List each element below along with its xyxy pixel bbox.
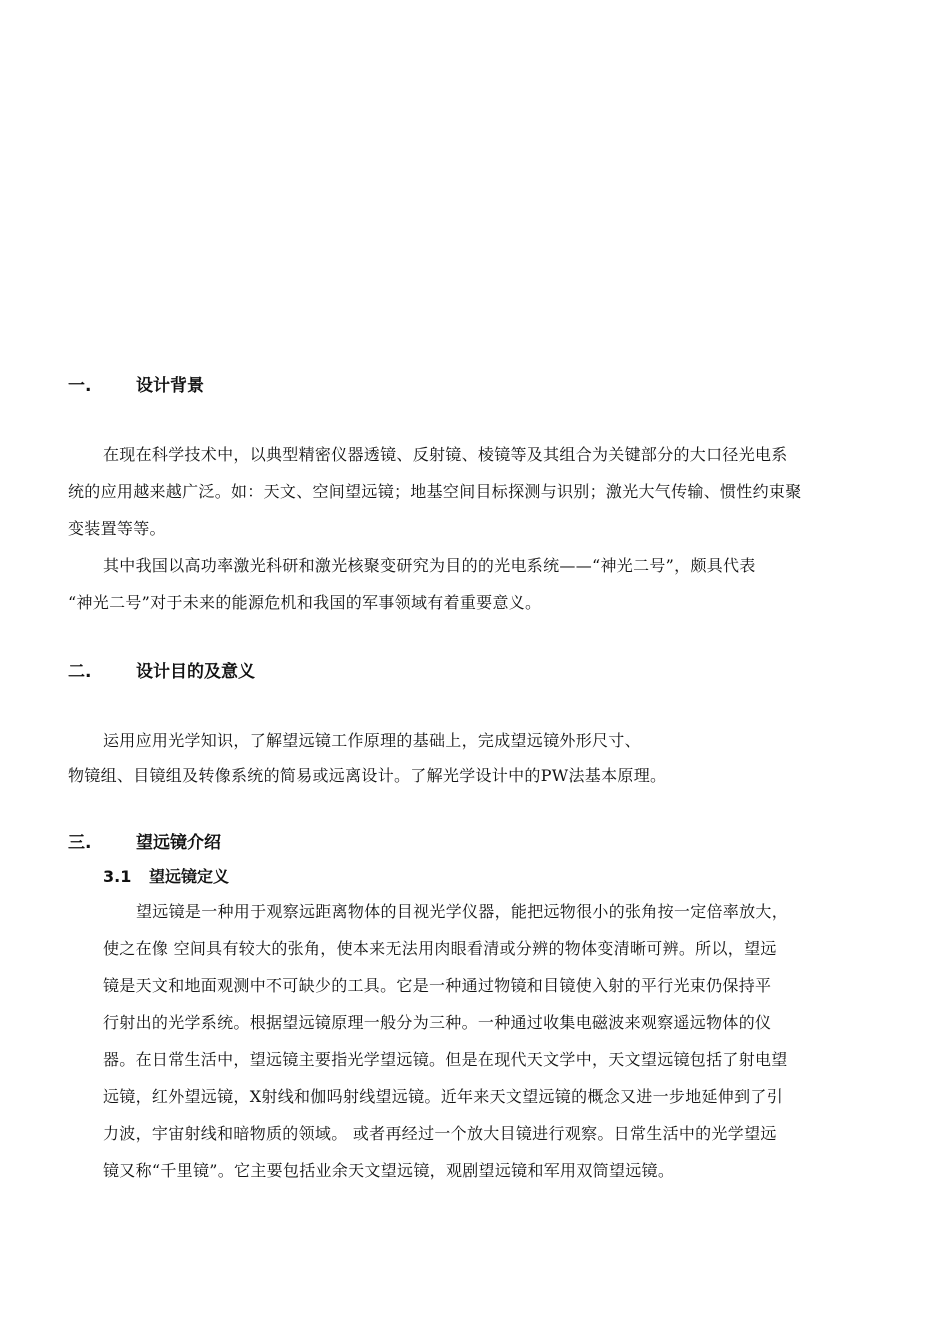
subsection-3-1-line: 行射出的光学系统。根据望远镜原理一般分为三种。一种通过收集电磁波来观察遥远物体的仪: [103, 1013, 772, 1032]
section-3-heading: [68, 832, 221, 854]
section-1-number: 一.: [68, 376, 92, 396]
section-3-title: 望远镜介绍: [136, 833, 221, 853]
subsection-3-1-title: 望远镜定义: [149, 867, 230, 886]
subsection-3-1-heading: [103, 866, 229, 888]
section-2-title: 设计目的及意义: [136, 662, 255, 682]
subsection-3-1-line: 使之在像 空间具有较大的张角，使本来无法用肉眼看清或分辨的物体变清晰可辨。所以，望远: [103, 939, 777, 958]
section-1-line: “神光二号”对于未来的能源危机和我国的军事领域有着重要意义。: [68, 593, 542, 612]
section-2-line: 运用应用光学知识，了解望远镜工作原理的基础上，完成望远镜外形尺寸、: [103, 731, 641, 750]
subsection-3-1-line: 望远镜是一种用于观察远距离物体的目视光学仪器，能把远物很小的张角按一定倍率放大，: [136, 902, 789, 921]
section-1-line: 其中我国以高功率激光科研和激光核聚变研究为目的的光电系统——“神光二号”，颇具代表: [103, 556, 756, 575]
subsection-3-1-line: 力波，宇宙射线和暗物质的领域。 或者再经过一个放大目镜进行观察。日常生活中的光学望远: [103, 1124, 777, 1143]
section-2-line: 物镜组、目镜组及转像系统的简易或远离设计。了解光学设计中的PW法基本原理。: [68, 766, 667, 785]
section-1-line: 统的应用越来越广泛。如：天文、空间望远镜；地基空间目标探测与识别；激光大气传输、惯性约束聚: [68, 482, 802, 501]
subsection-3-1-line: 镜是天文和地面观测中不可缺少的工具。它是一种通过物镜和目镜使入射的平行光束仍保持平: [103, 976, 772, 995]
section-3-number: 三.: [68, 833, 92, 853]
section-1-line: 在现在科学技术中，以典型精密仪器透镜、反射镜、棱镜等及其组合为关键部分的大口径光电系: [103, 445, 788, 464]
section-2-heading: [68, 661, 255, 683]
subsection-3-1-line: 镜又称“千里镜”。它主要包括业余天文望远镜，观剧望远镜和军用双筒望远镜。: [103, 1161, 675, 1180]
subsection-3-1-line: 远镜，红外望远镜，X射线和伽吗射线望远镜。近年来天文望远镜的概念又进一步地延伸到了引: [103, 1087, 783, 1106]
section-1-title: 设计背景: [136, 376, 204, 396]
section-1-heading: [68, 375, 204, 397]
subsection-3-1-line: 器。在日常生活中，望远镜主要指光学望远镜。但是在现代天文学中，天文望远镜包括了射电望: [103, 1050, 788, 1069]
subsection-3-1-number: 3.1: [103, 867, 132, 886]
section-2-number: 二.: [68, 662, 92, 682]
section-1-line: 变装置等等。: [68, 519, 166, 538]
